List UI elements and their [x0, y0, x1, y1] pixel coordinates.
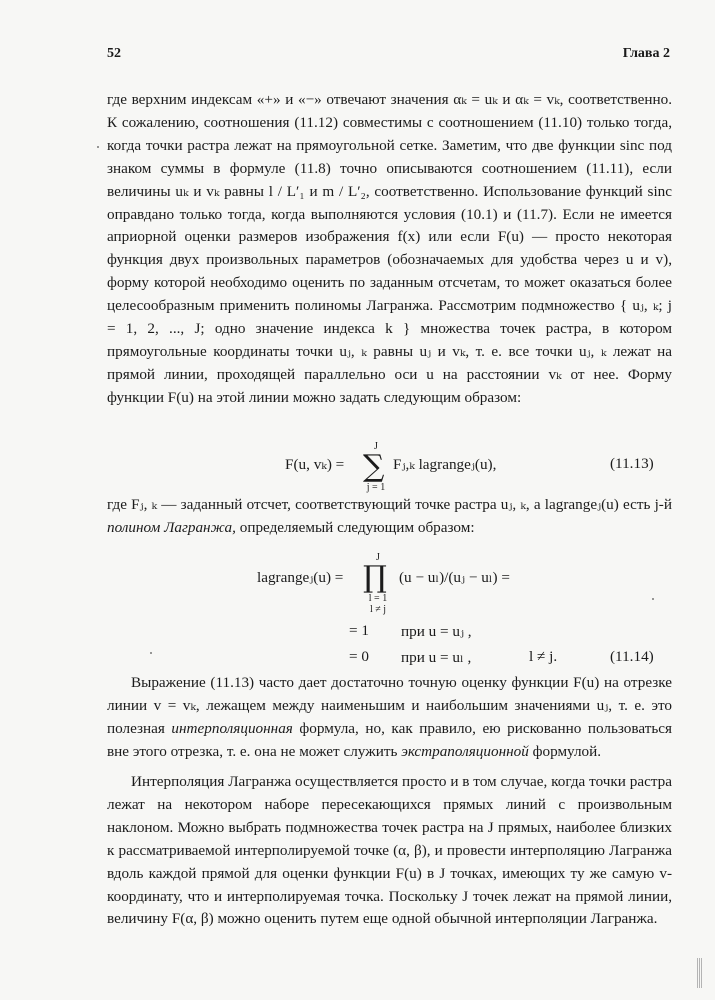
paragraph-3-italic-1: интерполяционная	[171, 719, 293, 737]
eq1-number: (11.13)	[610, 455, 654, 472]
paragraph-3-italic-2: экстраполяционной	[401, 742, 529, 760]
eq2-body: (u − uₗ)/(uⱼ − uₗ) =	[399, 569, 510, 586]
eq2-number: (11.14)	[610, 648, 654, 665]
product-icon: ∏	[363, 560, 387, 595]
eq2-upper-limit: J	[376, 552, 380, 563]
paragraph-2-tail: определяемый следующим образом:	[239, 518, 475, 536]
eq1-body: Fⱼ,ₖ lagrangeⱼ(u),	[393, 456, 497, 473]
paragraph-2-italic: полином Лагранжа,	[107, 518, 236, 536]
eq1-upper-limit: J	[374, 441, 378, 452]
paragraph-4-text: Интерполяция Лагранжа осуществляется просто и в том случае, когда точки растра лежат на некотором наборе пересекающихся прямых линий с произвольным наклоном. Можно выбрать подмножества точек растра на J прямых, наиболее близких к рассматриваемой интерполируемой точке (α, β), и провести интерполяцию Лагранжа вдоль каждой прямой для оценки функции F(u) в J точках, имеющих ту же самую v-координату, что и интерполируемая точка. Поскольку J точек лежат на прямой линии, величину F(α, β) можно оценить путем еще одной обычной интерполяции Лагранжа.	[107, 773, 672, 928]
paragraph-3-text-a: Выражение (11.13) часто дает достаточно точную оценку функции F(u) на отрезке линии v = vₖ, лежащем между наименьшим и наибольшим значениями uⱼ, т. е. это полезная	[107, 674, 672, 737]
eq2-case1-value: = 1	[349, 622, 369, 639]
paragraph-1	[107, 89, 672, 410]
paragraph-4	[107, 771, 672, 931]
paragraph-3	[107, 672, 672, 764]
eq2-lhs: lagrangeⱼ(u) =	[257, 569, 344, 586]
paragraph-3-text-c: формулой.	[532, 742, 602, 760]
eq2-case2-extra: l ≠ j.	[529, 648, 558, 665]
scan-speck	[150, 652, 152, 654]
page-header	[107, 46, 670, 70]
paragraph-2-text: где Fⱼ, ₖ — заданный отсчет, соответствующий точке растра uⱼ, ₖ, а lagrangeⱼ(u) есть j-й	[107, 496, 672, 513]
scan-speck	[652, 598, 654, 600]
scan-speck	[97, 146, 99, 148]
eq2-case2-condition: при u = uₗ ,	[401, 649, 472, 666]
chapter-title: Глава 2	[622, 46, 670, 61]
eq1-sum	[363, 441, 389, 493]
paragraph-2	[107, 494, 672, 540]
eq2-product	[363, 552, 393, 615]
eq1-lhs: F(u, vₖ) =	[285, 456, 345, 473]
page-number: 52	[107, 46, 121, 61]
scan-edge-marks	[697, 958, 703, 988]
eq1-lower-limit: j = 1	[366, 482, 386, 493]
paragraph-3-text-b: формула, но, как правило, ею рискованно пользоваться вне этого отрезка, т. е. она не может служить	[107, 719, 672, 760]
paragraph-1-text: где верхним индексам «+» и «−» отвечают значения αₖ = uₖ и αₖ = vₖ, соответственно. К сожалению, соотношения (11.12) совместимы с соотношением (11.10) только тогда, когда точки растра лежат на прямоугольной сетке. Заметим, что две функции sinc под знаком суммы в формуле (11.8) точно описываются соотношением (11.11), если величины uₖ и vₖ равны l / L′₁ и m / L′₂, соответственно. Использование функций sinc оправдано только тогда, когда выполняются условия (10.1) и (11.7). Если не имеется априорной оценки размеров изображения f(x) или если F(u) — просто некоторая функция двух произвольных параметров (обозначаемых для удобства через u и v), форму которой необходимо оценить по заданным отсчетам, то может оказаться более целесообразным применить полиномы Лагранжа. Рассмотрим подмножество { uⱼ, ₖ; j = 1, 2, ..., J; одно значение индекса k } множества точек растра, в котором прямоугольные координаты точки uⱼ, ₖ равны uⱼ и vₖ, т. е. все точки uⱼ, ₖ лежат на прямой линии, проходящей параллельно оси u на расстоянии vₖ от нее. Форму функции F(u) на этой линии можно задать следующим образом:	[107, 91, 672, 406]
eq2-case2-value: = 0	[349, 648, 369, 665]
eq2-case1-condition: при u = uⱼ ,	[401, 623, 472, 640]
eq2-lower-limit-2: l ≠ j	[369, 604, 387, 615]
eq2-lower-limit-1: l = 1	[368, 593, 388, 604]
sum-icon: ∑	[363, 449, 385, 484]
